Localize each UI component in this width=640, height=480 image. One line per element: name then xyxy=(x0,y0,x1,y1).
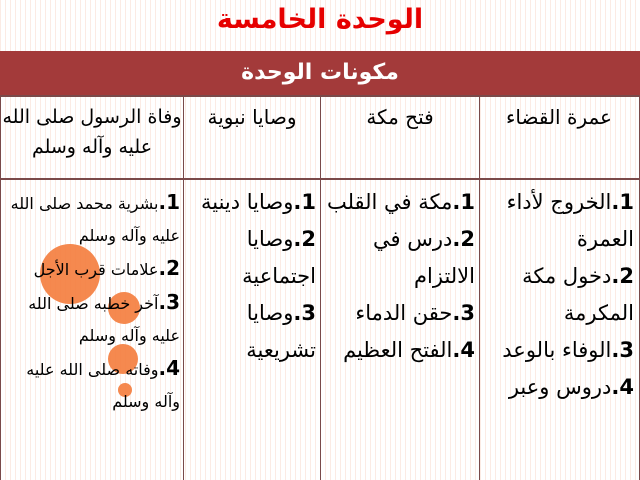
list-item: 4.وفاته صلى الله عليه وآله وسلم xyxy=(26,356,180,411)
column-heading: وصايا نبوية xyxy=(207,105,297,129)
list-item: 2.درس في الالتزام xyxy=(373,227,475,288)
units-table xyxy=(0,46,640,480)
list-item: 2.وصايا اجتماعية xyxy=(242,227,316,288)
column-items xyxy=(484,184,634,406)
list-item: 1.الخروج لأداء العمرة xyxy=(506,190,634,251)
page-title: الوحدة الخامسة xyxy=(216,4,424,35)
column-items xyxy=(325,184,475,369)
column-heading: فتح مكة xyxy=(366,105,434,129)
column-heading: وفاة الرسول صلى الله عليه وآله وسلم xyxy=(2,106,182,158)
list-item: 1.مكة في القلب xyxy=(326,190,475,214)
list-item: 4.الفتح العظيم xyxy=(343,338,475,362)
divider xyxy=(0,95,1,480)
list-item: 3.آخر خطبه صلى الله عليه وآله وسلم xyxy=(28,290,180,345)
list-item: 3.الوفاء بالوعد xyxy=(502,338,634,362)
list-item: 4.دروس وعبر xyxy=(508,375,634,399)
column-items xyxy=(200,184,316,369)
table-header-bar: مكونات الوحدة xyxy=(0,51,640,95)
column-heading: عمرة القضاء xyxy=(506,105,612,129)
list-item: 2.دخول مكة المكرمة xyxy=(522,264,634,325)
list-item: 1.وصايا دينية xyxy=(200,190,316,214)
column-items xyxy=(4,186,180,418)
list-item: 3.حقن الدماء xyxy=(355,301,475,325)
list-item: 3.وصايا تشريعية xyxy=(246,301,316,362)
list-item: 2.علامات قرب الأجل xyxy=(33,256,180,280)
list-item: 1.بشرية محمد صلى الله عليه وآله وسلم xyxy=(10,190,180,245)
